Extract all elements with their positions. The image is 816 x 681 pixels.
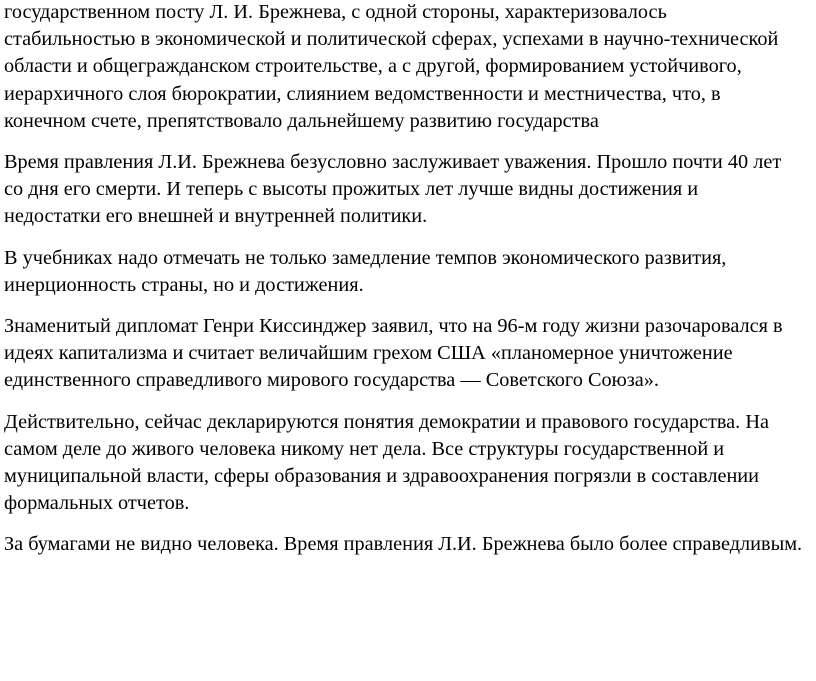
paragraph-brezhnev-era-assessment [4,0,812,135]
text-line: конечном счете, препятствовало дальнейшему развитию государства [4,109,599,132]
text-line: недостатки его внешней и внутренней политики. [4,205,428,228]
text-line: самом деле до живого человека никому нет дела. Все структуры государственной и [4,437,725,460]
paragraph-conclusion [4,531,812,558]
text-line: иерархичного слоя бюрократии, слиянием ведомственности и местничества, что, в [4,82,721,105]
text-line: государственном посту Л. И. Брежнева, с одной стороны, характеризовалось [4,1,667,23]
text-line: За бумагами не видно человека. Время правления Л.И. Брежнева было более справедливым. [4,533,803,556]
text-line: муниципальной власти, сферы образования и здравоохранения погрязли в составлении [4,465,760,488]
paragraph-textbooks [4,245,812,299]
text-line: идеях капитализма и считает величайшим грехом США «планомерное уничтожение [4,342,733,365]
text-line: области и общегражданском строительстве, а с другой, формированием устойчивого, [4,55,742,78]
paragraph-era-deserves-respect [4,149,812,231]
text-line: стабильностью в экономической и политической сферах, успехами в научно-технической [4,28,779,51]
text-line: Знаменитый дипломат Генри Киссинджер заявил, что на 96-м году жизни разочаровался в [4,315,783,338]
text-line: формальных отчетов. [4,492,190,515]
text-line: единственного справедливого мирового государства — Советского Союза». [4,369,659,392]
text-line: Действительно, сейчас декларируются понятия демократии и правового государства. На [4,410,769,433]
text-line: со дня его смерти. И теперь с высоты прожитых лет лучше видны достижения и [4,178,699,201]
text-line: В учебниках надо отмечать не только замедление темпов экономического развития, [4,246,727,269]
paragraph-kissinger-quote [4,313,812,395]
paragraph-democracy-today [4,409,812,518]
text-line: инерционность страны, но и достижения. [4,273,364,296]
document-page [4,0,812,573]
text-line: Время правления Л.И. Брежнева безусловно заслуживает уважения. Прошло почти 40 лет [4,151,782,174]
